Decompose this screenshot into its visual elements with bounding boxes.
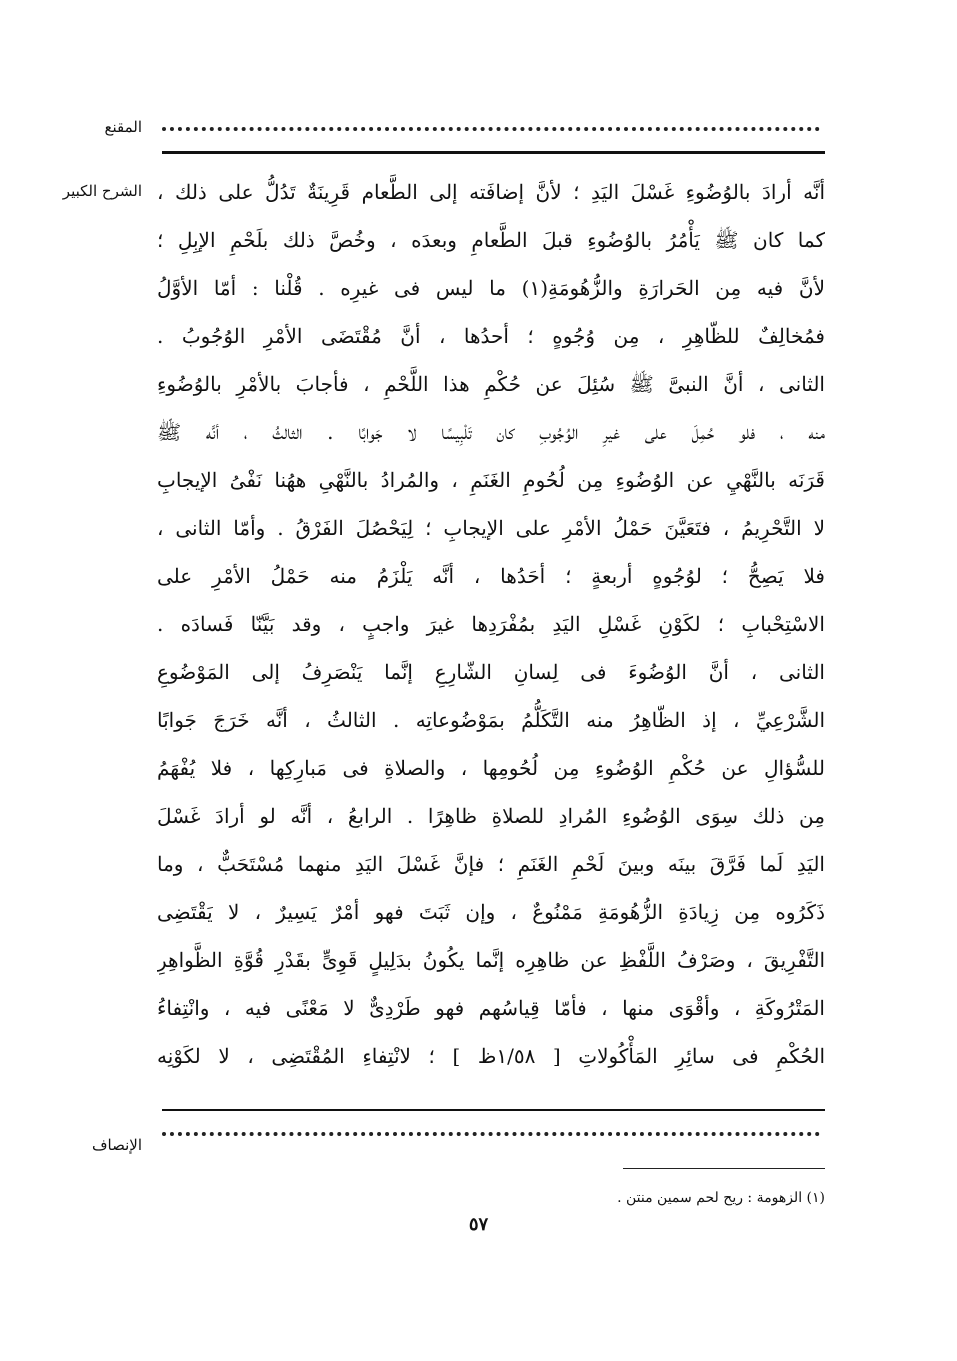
margin-label-sharh: الشرح الكبير [62,182,142,200]
text-line: فمُخالِفٌ للظّاهِرِ ، مِن وُجُوهٍ ؛ أحدُها ، أنَّ مُقْتَضَى الأمْرِ الوُجُوبُ . [157,324,825,348]
text-line: أنَّه أرادَ بالوُضُوءِ غَسْلَ اليَدِ ؛ لأنَّ إضافَته إلى الطَّعام قَرِينَةٌ تَدُلُّ على ذلك ، [157,180,825,204]
text-line: لأنَّ فيه مِن الحَرارَةِ والزُّهُومَةِ(١) ما ليس فى غيرِه . قُلْنا : أمّا الأوَّلُ [157,276,825,300]
text-line: اليَدِ لَما فَرَّقَ بينَه وبينَ لَحْمِ الغَنَمِ ؛ فإنَّ غَسْلَ اليَدِ منهما مُسْتَحَبٌّ ، وما [157,852,825,876]
top-dotted-divider [162,127,820,131]
text-line: التَّفْرِيقَ ، وصَرْفُ اللَّفْظِ عن ظاهِرِه إنَّما يكُونُ بدَلِيلٍ قَوِىٍّ بقَدْرِ قُوَّةِ الظَّواهِرِ [157,948,825,972]
text-line: الشَّرْعِيِّ ، إذ الظّاهِرُ منه التَّكَلُّمُ بمَوْضُوعاتِه . الثالثُ ، أنَّه خَرَجَ جَوابًا [157,708,825,732]
text-line: الاسْتِحْبابِ ؛ لكَوْنِ غَسْلِ اليَدِ بمُفْرَدِها غيرَ واجبٍ ، وقد بَيَّنّا فَسادَه . [157,612,825,636]
page-number: ٥٧ [468,1214,489,1235]
footnote: (١) الزهومة : ريح لحم سمين منتن . [617,1190,825,1206]
text-line: منه ، فلو حُمِلَ على غيرِ الوُجُوبِ كان تَلْبِيسًا لا جَوابًا . الثالثُ ، أنَّه ﷺ [157,420,825,444]
text-line: للسُّؤالِ عن حُكْمِ الوُضُوءِ مِن لُحُومِها ، والصلاةِ فى مَبارِكِها ، فلا يُفْهَمُ [157,756,825,780]
text-line: قَرَنَه بالنَّهْيِ عن الوُضُوءِ مِن لُحُومِ الغَنَمِ ، والمُرادُ بالنَّهْىِ ههُنا نَفْىُ الإيجابِ [157,468,825,492]
top-rule [162,151,825,154]
margin-label-muqni: المقنع [104,118,142,136]
text-line: كما كان ﷺ يَأْمُرُ بالوُضُوءِ قبلَ الطَّعامِ وبعدَه ، وخُصَّ ذلك بلَحْمِ الإبِلِ ؛ [157,228,825,252]
text-line: لا التَّحْرِيمُ ، فتَعَيَّنَ حَمْلُ الأمْرِ على الإيجابِ ؛ لِيَحْصُلَ الفَرْقُ . وأمّا الثانى ، [157,516,825,540]
text-line: فلا يَصِحُّ ؛ لوُجُوهٍ أربعةٍ ؛ أحَدُها ، أنَّه يَلْزَمُ منه حَمْلُ الأمْرِ على [157,564,825,588]
main-text-block [157,168,825,1080]
bottom-dotted-divider [162,1132,820,1136]
text-line: الثانى ، أنَّ النبىَّ ﷺ سُئِلَ عن حُكْمِ هذا اللَّحْمِ ، فأجابَ بالأمْرِ بالوُضُوءِ [157,372,825,396]
text-line: ذَكَرُوه مِن زِيادَةِ الزُّهُومَةِ مَمْنُوعٌ ، وإن ثَبَتَ فهو أمْرٌ يَسِيرٌ ، لا يَقْتَضِى [157,900,825,924]
text-line: الثانى ، أنَّ الوُضُوءَ فى لِسانِ الشّارِعِ إنَّما يَنْصَرِفُ إلى المَوْضُوعِ [157,660,825,684]
margin-label-insaf: الإنصاف [91,1136,142,1154]
footnote-separator [623,1168,825,1169]
bottom-rule [162,1109,825,1111]
text-line: المَتْرُوكَةِ ، وأقْوَى منها ، فأمّا قِياسُهم فهو طَرْدِىٌّ لا مَعْنًى فيه ، وانْتِفاءُ [157,996,825,1020]
text-line: مِن ذلك سِوَى الوُضُوءِ المُرادِ للصلاةِ ظاهِرًا . الرابعُ ، أنَّه لو أرادَ غَسْلَ [157,804,825,828]
text-line: الحُكْمِ فى سائِرِ المَأْكُولاتِ [ ١/٥٨ظ ] ؛ لانْتِفاءِ المُقْتَضِى ، لا لكَوْنِه [157,1044,825,1068]
